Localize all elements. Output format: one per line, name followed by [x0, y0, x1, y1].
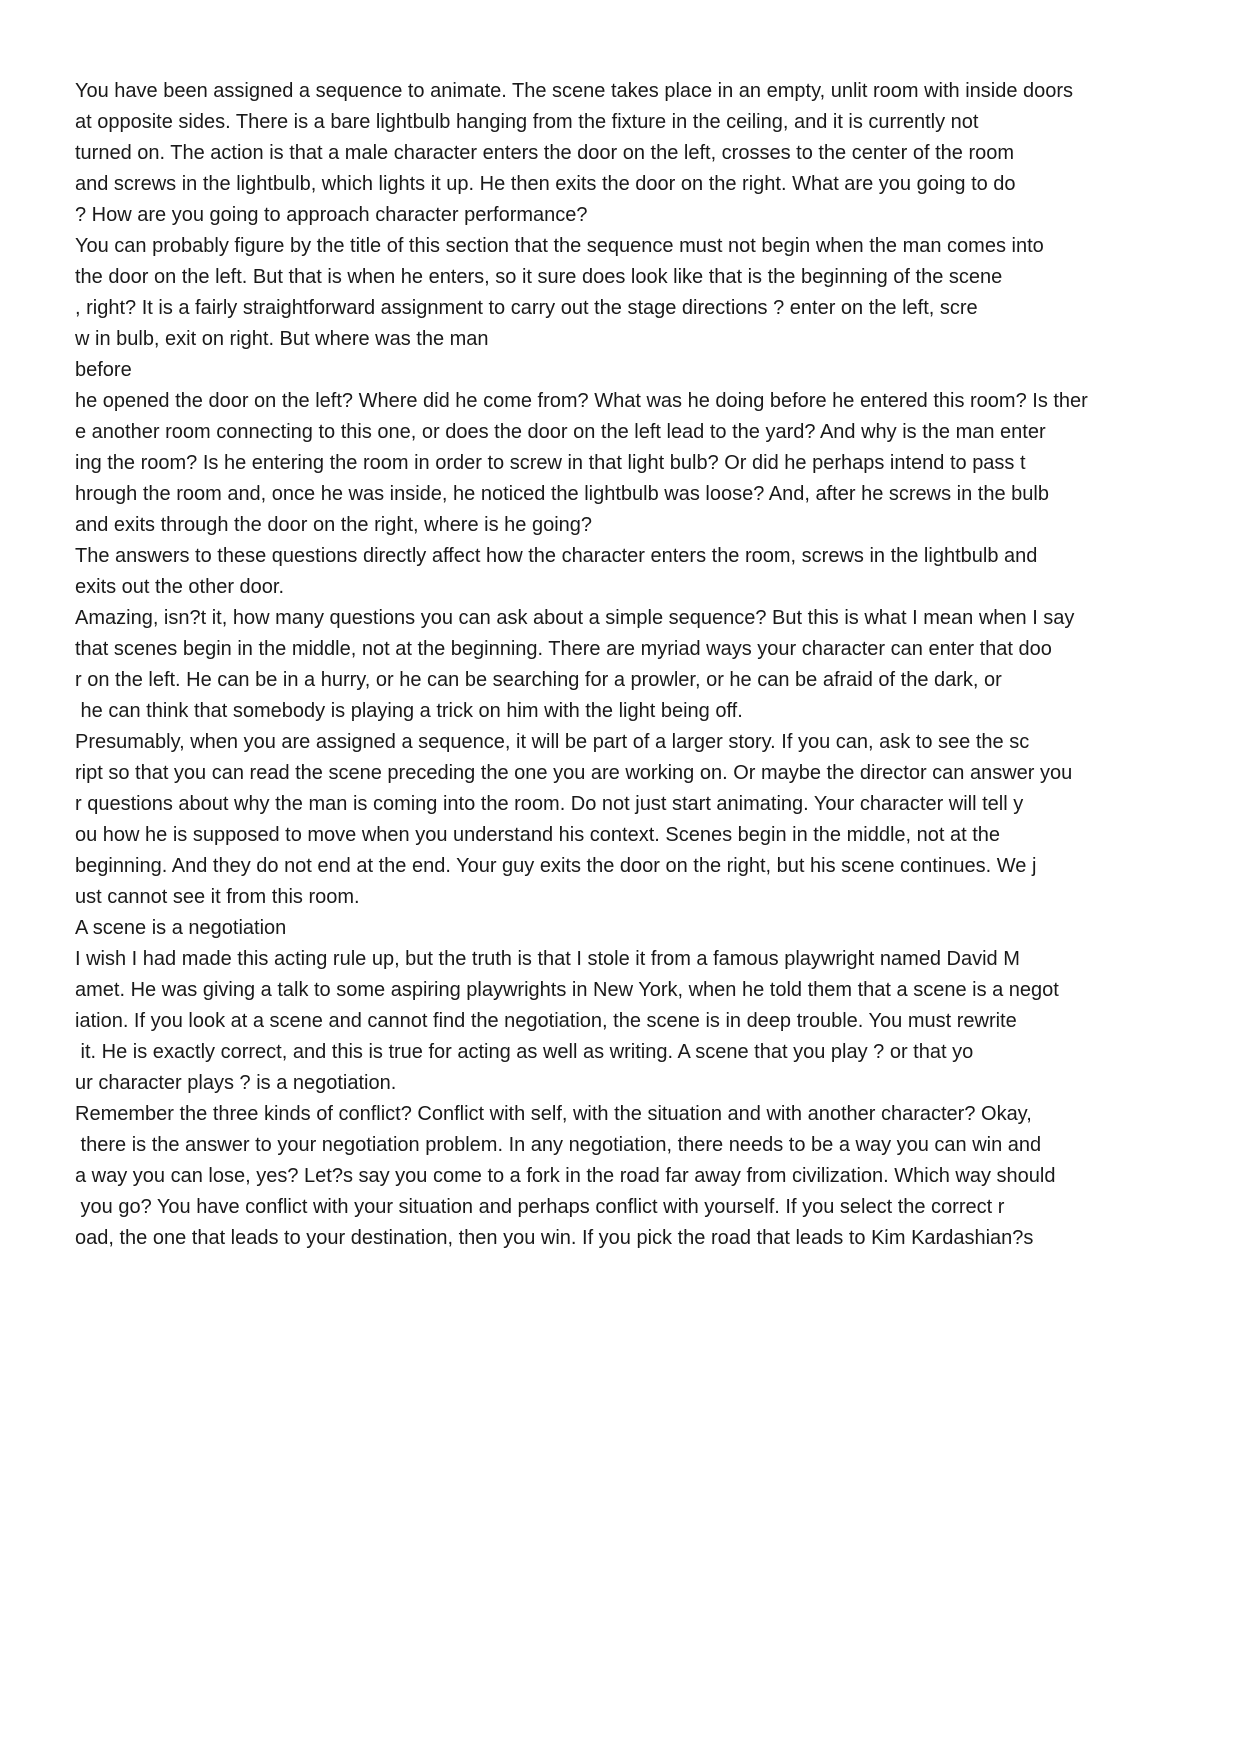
- text-line: the door on the left. But that is when he enters, so it sure does look like that is the beginning of the scene: [75, 266, 1003, 288]
- text-line: turned on. The action is that a male character enters the door on the left, crosses to the center of the room: [75, 142, 1015, 164]
- text-line: ript so that you can read the scene preceding the one you are working on. Or maybe the director can answer you: [75, 762, 1073, 784]
- text-line: and exits through the door on the right, where is he going?: [75, 514, 593, 536]
- text-line: it. He is exactly correct, and this is true for acting as well as writing. A scene that you play ? or that yo: [75, 1041, 974, 1063]
- text-line: amet. He was giving a talk to some aspiring playwrights in New York, when he told them that a scene is a negot: [75, 979, 1059, 1001]
- text-line: r on the left. He can be in a hurry, or he can be searching for a prowler, or he can be afraid of the dark, or: [75, 669, 1002, 691]
- text-line: before: [75, 359, 132, 381]
- text-line: Remember the three kinds of conflict? Conflict with self, with the situation and with another character? Okay,: [75, 1103, 1032, 1125]
- text-line: r questions about why the man is coming into the room. Do not just start animating. Your character will tell y: [75, 793, 1024, 815]
- text-line: a way you can lose, yes? Let?s say you come to a fork in the road far away from civilization. Which way should: [75, 1165, 1056, 1187]
- document-body: [75, 76, 1195, 1254]
- text-line: oad, the one that leads to your destination, then you win. If you pick the road that leads to Kim Kardashian?s: [75, 1227, 1034, 1249]
- text-line: w in bulb, exit on right. But where was the man: [75, 328, 489, 350]
- text-line: I wish I had made this acting rule up, but the truth is that I stole it from a famous playwright named David M: [75, 948, 1020, 970]
- text-line: at opposite sides. There is a bare lightbulb hanging from the fixture in the ceiling, and it is currently not: [75, 111, 979, 133]
- text-line: and screws in the lightbulb, which lights it up. He then exits the door on the right. What are you going to do: [75, 173, 1016, 195]
- text-line: hrough the room and, once he was inside, he noticed the lightbulb was loose? And, after he screws in the bulb: [75, 483, 1049, 505]
- text-line: you go? You have conflict with your situation and perhaps conflict with yourself. If you select the correct r: [75, 1196, 1005, 1218]
- text-line: ? How are you going to approach character performance?: [75, 204, 588, 226]
- text-line: Presumably, when you are assigned a sequence, it will be part of a larger story. If you can, ask to see the sc: [75, 731, 1030, 753]
- text-line: You have been assigned a sequence to animate. The scene takes place in an empty, unlit room with inside doors: [75, 80, 1074, 102]
- text-line: Amazing, isn?t it, how many questions you can ask about a simple sequence? But this is what I mean when I say: [75, 607, 1075, 629]
- text-line: beginning. And they do not end at the end. Your guy exits the door on the right, but his scene continues. We j: [75, 855, 1037, 877]
- text-line: that scenes begin in the middle, not at the beginning. There are myriad ways your character can enter that doo: [75, 638, 1052, 660]
- section-heading: A scene is a negotiation: [75, 917, 287, 939]
- text-line: ust cannot see it from this room.: [75, 886, 360, 908]
- text-line: ou how he is supposed to move when you understand his context. Scenes begin in the middle, not at the: [75, 824, 1001, 846]
- text-line: You can probably figure by the title of this section that the sequence must not begin when the man comes into: [75, 235, 1044, 257]
- text-line: ing the room? Is he entering the room in order to screw in that light bulb? Or did he perhaps intend to pass t: [75, 452, 1026, 474]
- text-line: The answers to these questions directly affect how the character enters the room, screws in the lightbulb and: [75, 545, 1038, 567]
- text-line: there is the answer to your negotiation problem. In any negotiation, there needs to be a way you can win and: [75, 1134, 1042, 1156]
- text-line: e another room connecting to this one, or does the door on the left lead to the yard? And why is the man enter: [75, 421, 1046, 443]
- text-line: , right? It is a fairly straightforward assignment to carry out the stage directions ? enter on the left, scre: [75, 297, 978, 319]
- text-line: he opened the door on the left? Where did he come from? What was he doing before he entered this room? Is ther: [75, 390, 1088, 412]
- text-line: ur character plays ? is a negotiation.: [75, 1072, 397, 1094]
- text-line: he can think that somebody is playing a trick on him with the light being off.: [75, 700, 743, 722]
- text-line: iation. If you look at a scene and cannot find the negotiation, the scene is in deep trouble. You must rewrite: [75, 1010, 1017, 1032]
- text-line: exits out the other door.: [75, 576, 285, 598]
